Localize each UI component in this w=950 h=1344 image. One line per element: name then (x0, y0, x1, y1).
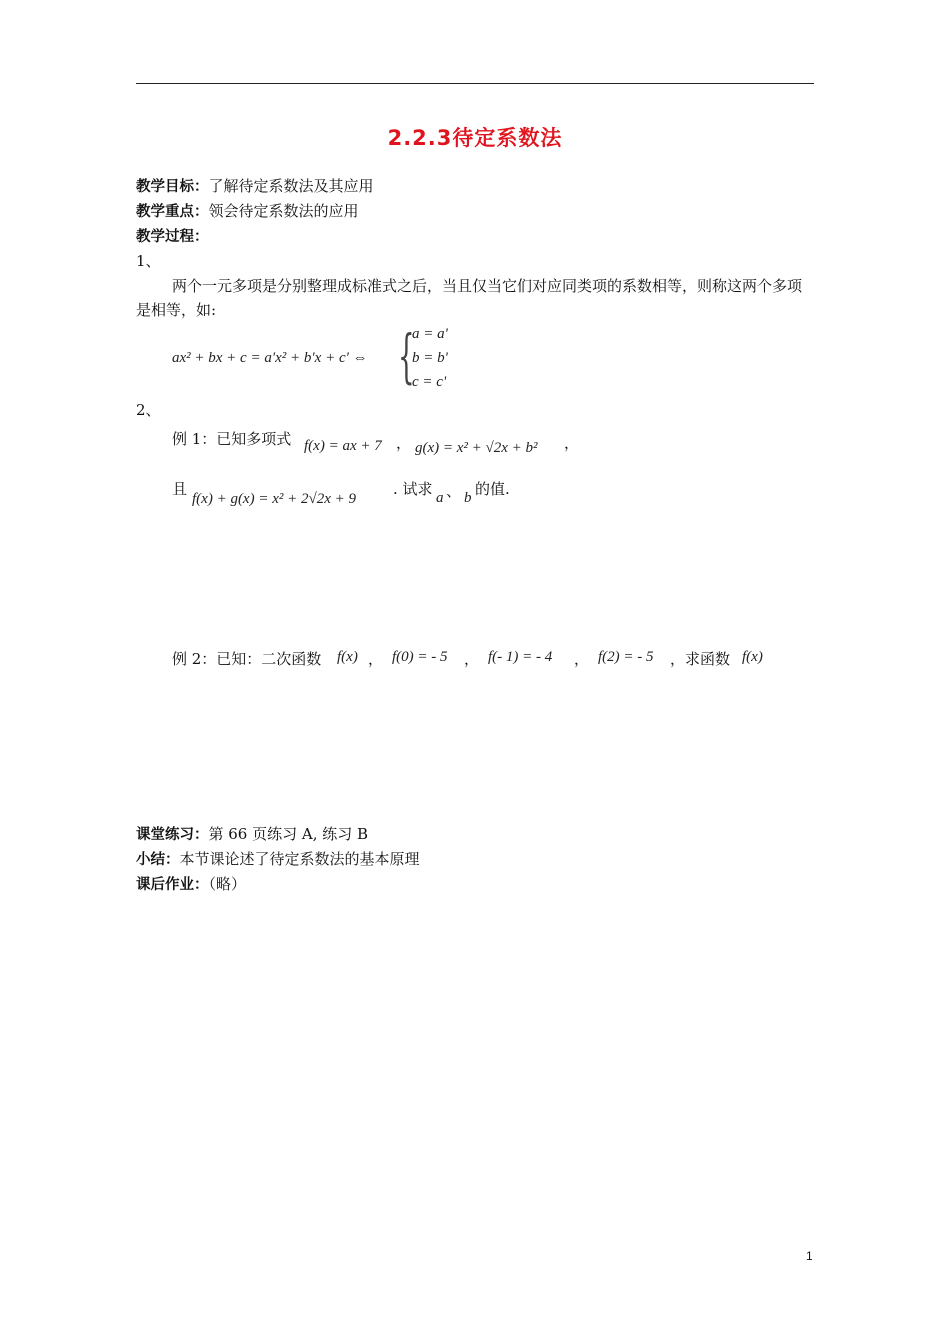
section1-text: 两个一元多项是分别整理成标准式之后，当且仅当它们对应同类项的系数相等，则称这两个多项是相等，如: (136, 277, 803, 319)
example1-comma2: ， (564, 434, 580, 452)
example1-end: 的值. (475, 480, 510, 498)
page-title: 2.2.3待定系数法 (387, 126, 563, 150)
example2-comma: ， (574, 650, 590, 668)
section2-number: 2、 (136, 401, 161, 419)
example1-separator: 、 (446, 482, 462, 500)
left-brace: { (398, 322, 415, 390)
example1-g-definition: g(x) = x² + √2x + b² (415, 440, 538, 456)
example2-fx: f(x) (337, 649, 358, 665)
section1-number: 1、 (136, 252, 161, 270)
process-label: 教学过程： (136, 229, 209, 245)
section1-paragraph (136, 274, 816, 322)
page-number: 1 (806, 1249, 813, 1263)
system-eq-b: b = b' (412, 350, 448, 366)
practice-label: 课堂练习： (136, 827, 209, 843)
practice-text: 第 66 页练习 A, 练习 B (208, 825, 369, 843)
example2-prefix: 例 2：已知：二次函数 (172, 650, 322, 668)
objective-label: 教学目标： (136, 179, 209, 195)
example1-condition: f(x) + g(x) = x² + 2√2x + 9 (192, 491, 356, 507)
example2-ask: ，求函数 (670, 650, 731, 668)
homework-label: 课后作业： (136, 877, 209, 893)
example1-ask: . 试求 (393, 480, 433, 498)
process-line (136, 226, 209, 247)
example2-comma: ， (368, 650, 384, 668)
polynomial-identity: ax² + bx + c = a′x² + b′x + c′ ⇔ (172, 350, 368, 366)
system-eq-a: a = a' (412, 326, 448, 342)
example2-comma: ， (464, 650, 480, 668)
objective-text: 了解待定系数法及其应用 (208, 177, 374, 195)
example2-condition-1: f(0) = - 5 (392, 649, 448, 665)
objective-line (136, 176, 374, 197)
example1-var-b: b (464, 490, 472, 506)
summary-text: 本节课论述了待定系数法的基本原理 (179, 850, 420, 868)
example1-comma1: ， (396, 434, 412, 452)
summary-line (136, 849, 420, 870)
homework-line (136, 874, 246, 895)
example1-prefix: 例 1：已知多项式 (172, 430, 292, 448)
header-rule (136, 83, 814, 84)
key-point-label: 教学重点： (136, 204, 209, 220)
system-eq-c: c = c' (412, 374, 447, 390)
example2-condition-2: f(- 1) = - 4 (488, 649, 553, 665)
practice-line (136, 824, 368, 845)
example1-var-a: a (436, 490, 444, 506)
summary-label: 小结： (136, 852, 180, 868)
example1-f-definition: f(x) = ax + 7 (304, 438, 382, 454)
example2-fx-target: f(x) (742, 649, 763, 665)
key-point-line (136, 201, 359, 222)
homework-text: （略） (208, 875, 247, 893)
example1-and: 且 (172, 480, 188, 498)
key-point-text: 领会待定系数法的应用 (208, 202, 359, 220)
example2-condition-3: f(2) = - 5 (598, 649, 654, 665)
